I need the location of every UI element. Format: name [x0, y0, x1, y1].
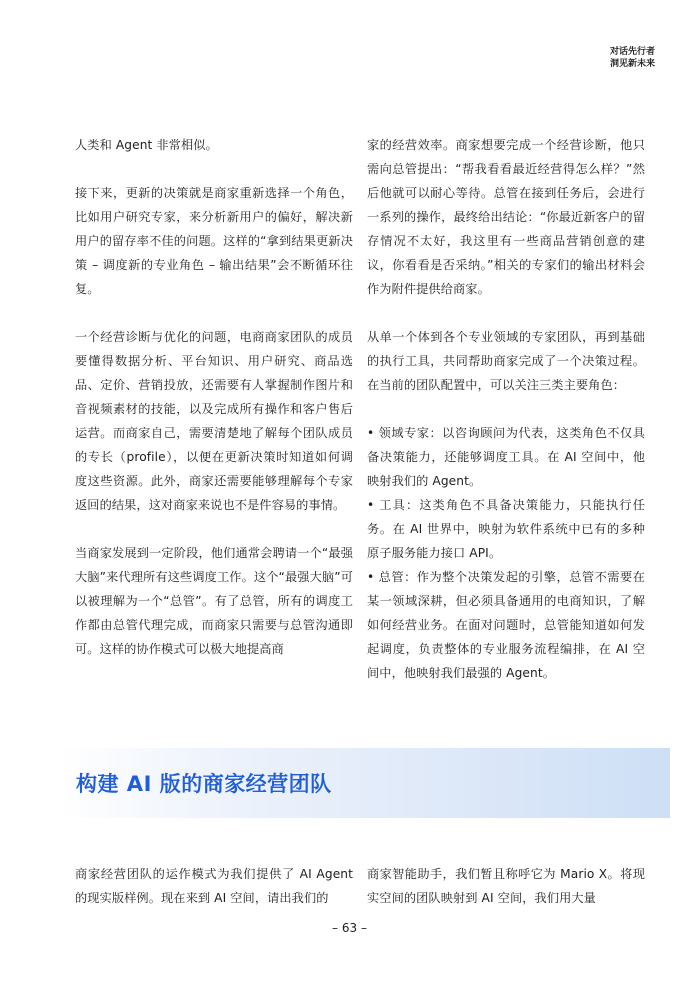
bottom-left-column [75, 862, 353, 910]
header-line-1: 对话先行者 [609, 47, 655, 57]
bottom-right-column [367, 862, 645, 910]
bullet-manager: • 总管：作为整个决策发起的引擎，总管不需要在某一领域深耕，但必须具备通用的电商知识，了解如何经营业务。在面对问题时，总管能知道如何发起调度，负责整体的专业服务流程编排，在 AI 空间中，他映射我们最强的 Agent。 [367, 570, 645, 680]
right-column [367, 133, 645, 685]
left-paragraph-3: 一个经营诊断与优化的问题，电商商家团队的成员要懂得数据分析、平台知识、用户研究、商品选品、定价、营销投放，还需要有人掌握制作图片和音视频素材的技能，以及完成所有操作和客户售后运营。而商家自己，需要清楚地了解每个团队成员的专长（profile），以便在更新决策时知道如何调度这些资源。此外，商家还需要能够理解每个专家返回的结果，这对商家来说也不是件容易的事情。 [75, 330, 353, 512]
running-header [610, 46, 655, 70]
page-number: – 63 – [332, 921, 367, 935]
left-paragraph-2: 接下来，更新的决策就是商家重新选择一个角色，比如用户研究专家，来分析新用户的偏好，解决新用户的留存率不佳的问题。这样的“拿到结果更新决策 – 调度新的专业角色 – 输出结果”会不断循环往复。 [75, 186, 353, 296]
left-paragraph-1: 人类和 Agent 非常相似。 [75, 138, 218, 152]
section-banner [60, 748, 670, 818]
right-paragraph-2: 从单一个体到各个专业领域的专家团队，再到基础的执行工具，共同帮助商家完成了一个决策过程。在当前的团队配置中，可以关注三类主要角色： [367, 330, 645, 392]
left-paragraph-4: 当商家发展到一定阶段，他们通常会聘请一个“最强大脑”来代理所有这些调度工作。这个“最强大脑”可以被理解为一个“总管”。有了总管，所有的调度工作都由总管代理完成，而商家只需要与总管沟通即可。这样的协作模式可以极大地提高商 [75, 546, 353, 656]
section-title: 构建 AI 版的商家经营团队 [76, 772, 332, 796]
right-paragraph-1: 家的经营效率。商家想要完成一个经营诊断，他只需向总管提出：“帮我看看最近经营得怎么样？”然后他就可以耐心等待。总管在接到任务后，会进行一系列的操作，最终给出结论：“你最近新客户的留存情况不太好，我这里有一些商品营销创意的建议，你看看是否采纳。”相关的专家们的输出材料会作为附件提供给商家。 [367, 138, 645, 296]
bottom-left-paragraph: 商家经营团队的运作模式为我们提供了 AI Agent 的现实版样例。现在来到 AI 空间，请出我们的 [75, 867, 353, 905]
bullet-tools: • 工具：这类角色不具备决策能力，只能执行任务。在 AI 世界中，映射为软件系统中已有的多种原子服务能力接口 API。 [367, 498, 645, 560]
bottom-right-paragraph: 商家智能助手，我们暂且称呼它为 Mario X。将现实空间的团队映射到 AI 空间，我们用大量 [367, 867, 645, 905]
left-column [75, 133, 353, 661]
header-line-2: 洞见新未来 [609, 59, 655, 69]
bullet-domain-expert: • 领域专家：以咨询顾问为代表，这类角色不仅具备决策能力，还能够调度工具。在 AI 空间中，他映射我们的 Agent。 [367, 426, 645, 488]
